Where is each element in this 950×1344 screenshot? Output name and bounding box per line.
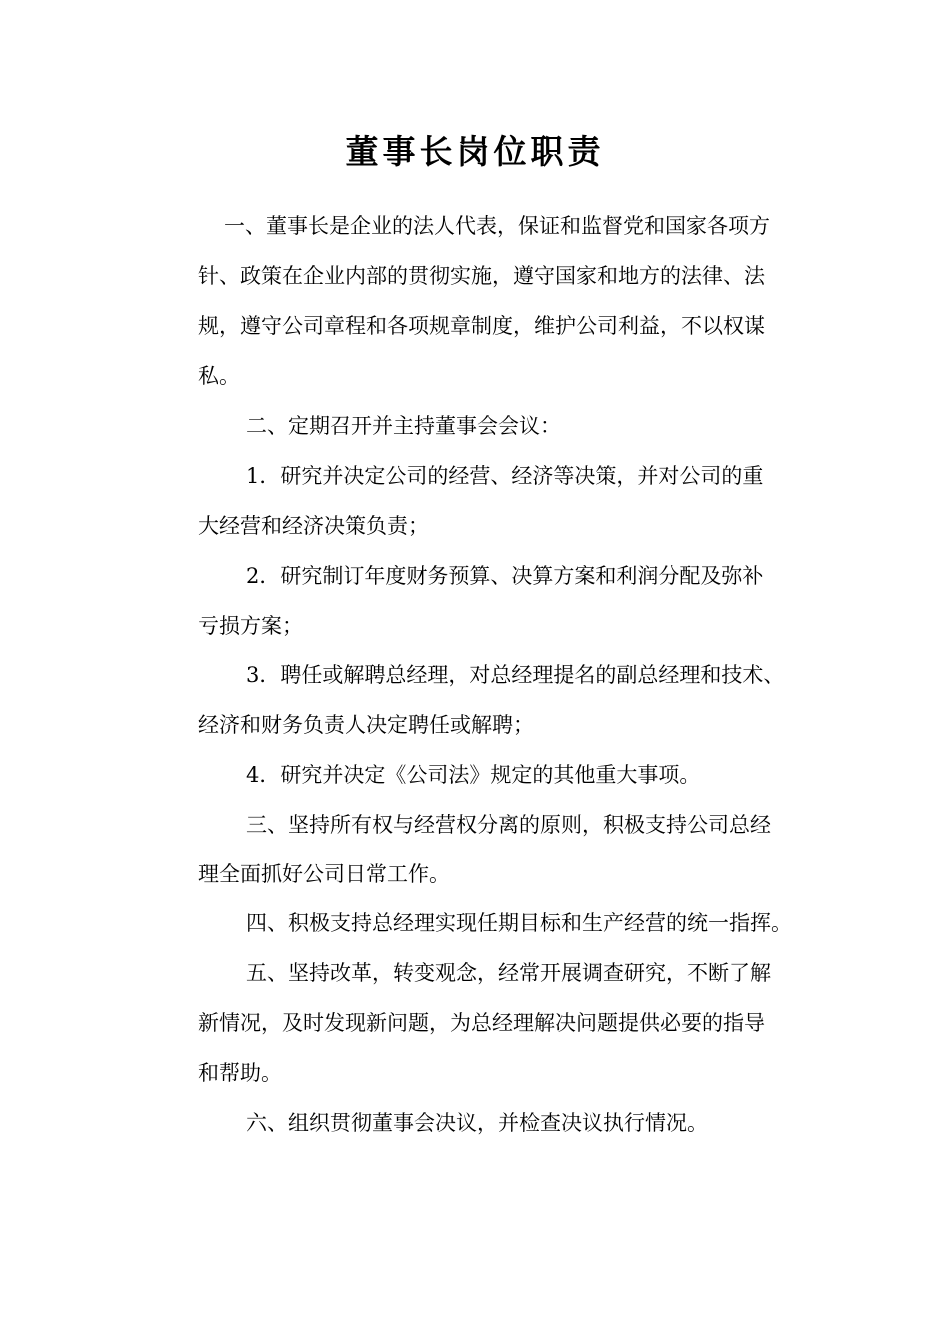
document-title: 董事长岗位职责 (345, 132, 605, 171)
body-line: 三、坚持所有权与经营权分离的原则，积极支持公司总经 (246, 813, 771, 837)
body-line: 规，遵守公司章程和各项规章制度，维护公司利益，不以权谋 (198, 314, 765, 338)
body-line: 私。 (198, 364, 240, 388)
body-line: 一、董事长是企业的法人代表，保证和监督党和国家各项方 (224, 214, 770, 238)
body-line: 理全面抓好公司日常工作。 (198, 862, 450, 886)
body-line: 经济和财务负责人决定聘任或解聘； (198, 713, 534, 737)
body-line: 2．研究制订年度财务预算、决算方案和利润分配及弥补 (246, 564, 764, 588)
body-line: 四、积极支持总经理实现任期目标和生产经营的统一指挥。 (246, 911, 792, 935)
body-line: 和帮助。 (198, 1061, 282, 1085)
body-line: 二、定期召开并主持董事会会议： (246, 414, 561, 438)
body-line: 1．研究并决定公司的经营、经济等决策，并对公司的重 (246, 464, 764, 488)
body-line: 3．聘任或解聘总经理，对总经理提名的副总经理和技术、 (246, 663, 785, 687)
body-line: 五、坚持改革，转变观念，经常开展调查研究，不断了解 (246, 961, 771, 985)
body-line: 大经营和经济决策负责； (198, 514, 429, 538)
body-line: 4．研究并决定《公司法》规定的其他重大事项。 (246, 763, 701, 787)
body-line: 六、组织贯彻董事会决议，并检查决议执行情况。 (246, 1111, 708, 1135)
body-line: 新情况，及时发现新问题，为总经理解决问题提供必要的指导 (198, 1011, 765, 1035)
body-line: 亏损方案； (198, 614, 303, 638)
body-line: 针、政策在企业内部的贯彻实施，遵守国家和地方的法律、法 (198, 264, 765, 288)
